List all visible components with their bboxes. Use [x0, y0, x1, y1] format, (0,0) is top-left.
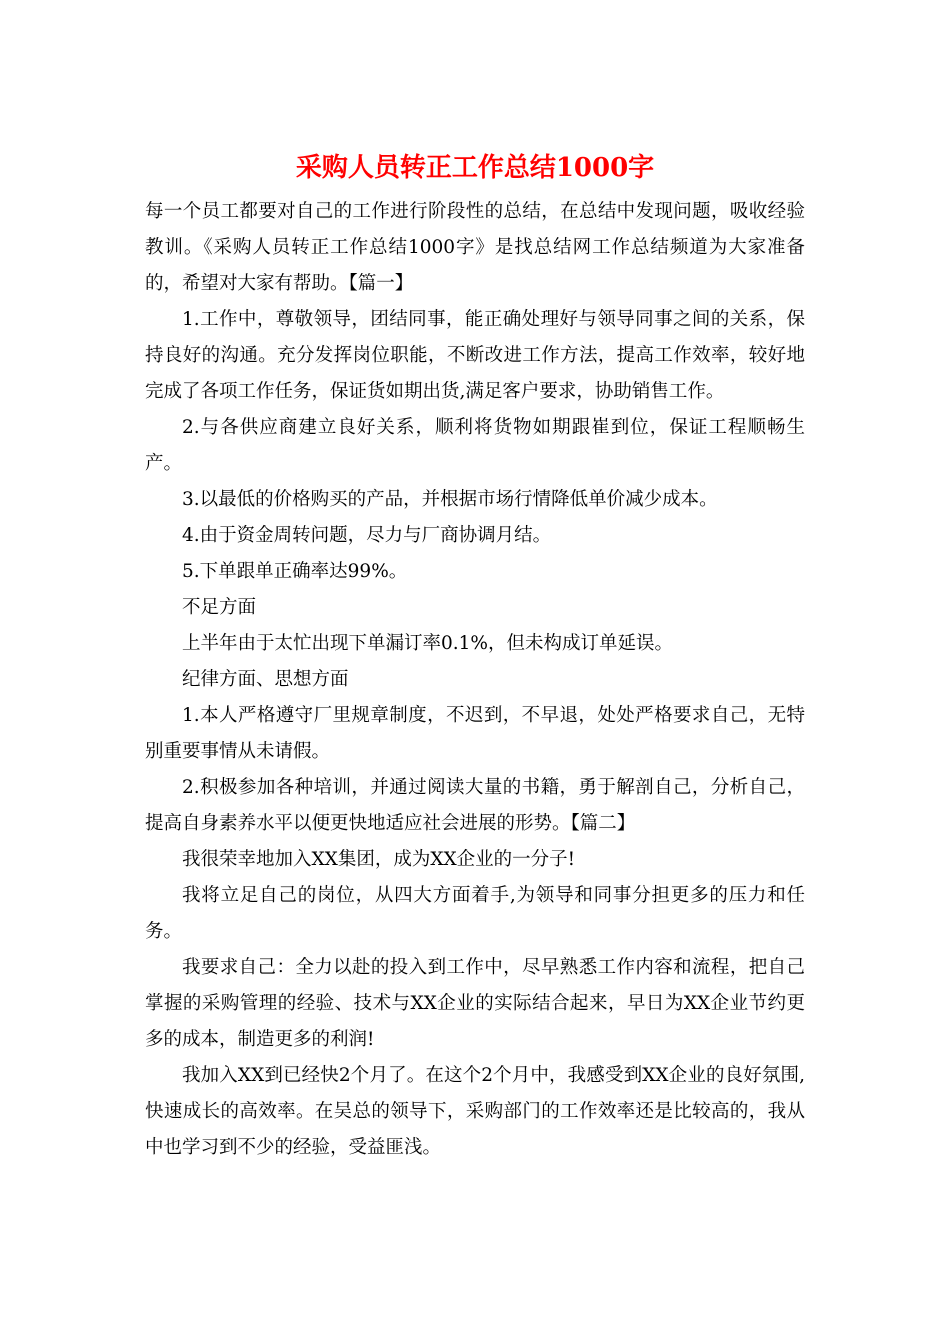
paragraph-item: 1.本人严格遵守厂里规章制度，不迟到，不早退，处处严格要求自己，无特别重要事情从未请假。	[145, 705, 805, 762]
paragraph-item: 上半年由于太忙出现下单漏订率0.1%，但未构成订单延误。	[182, 633, 674, 654]
document-body	[145, 194, 805, 1166]
paragraph-item: 我加入XX到已经快2个月了。在这个2个月中，我感受到XX企业的良好氛围,快速成长的高效率。在吴总的领导下，采购部门的工作效率还是比较高的，我从中也学习到不少的经验，受益匪浅。	[145, 1065, 805, 1158]
paragraph-item: 2.积极参加各种培训，并通过阅读大量的书籍，勇于解剖自己，分析自己，提高自身素养水平以便更快地适应社会进展的形势。【篇二】	[145, 777, 805, 834]
paragraph-item: 4.由于资金周转问题，尽力与厂商协调月结。	[182, 525, 552, 546]
section-heading: 纪律方面、思想方面	[182, 669, 349, 690]
paragraph-item: 3.以最低的价格购买的产品，并根据市场行情降低单价减少成本。	[182, 489, 718, 510]
document-title: 采购人员转正工作总结1000字	[295, 153, 655, 183]
paragraph-item: 2.与各供应商建立良好关系，顺利将货物如期跟崔到位，保证工程顺畅生产。	[145, 417, 805, 474]
section-heading: 不足方面	[182, 597, 257, 618]
paragraph-item: 1.工作中，尊敬领导，团结同事，能正确处理好与领导同事之间的关系，保持良好的沟通。充分发挥岗位职能，不断改进工作方法，提高工作效率，较好地完成了各项工作任务，保证货如期出货,满足客户要求，协助销售工作。	[145, 309, 805, 402]
paragraph-intro: 每一个员工都要对自己的工作进行阶段性的总结，在总结中发现问题，吸收经验教训。《采购人员转正工作总结1000字》是找总结网工作总结频道为大家准备的，希望对大家有帮助。【篇一】	[145, 201, 805, 294]
paragraph-item: 5.下单跟单正确率达99%。	[182, 561, 408, 582]
paragraph-item: 我很荣幸地加入XX集团，成为XX企业的一分子!	[182, 849, 576, 870]
paragraph-item: 我要求自己：全力以赴的投入到工作中，尽早熟悉工作内容和流程，把自己掌握的采购管理的经验、技术与XX企业的实际结合起来，早日为XX企业节约更多的成本，制造更多的利润!	[145, 957, 805, 1050]
paragraph-item: 我将立足自己的岗位，从四大方面着手,为领导和同事分担更多的压力和任务。	[145, 885, 805, 942]
